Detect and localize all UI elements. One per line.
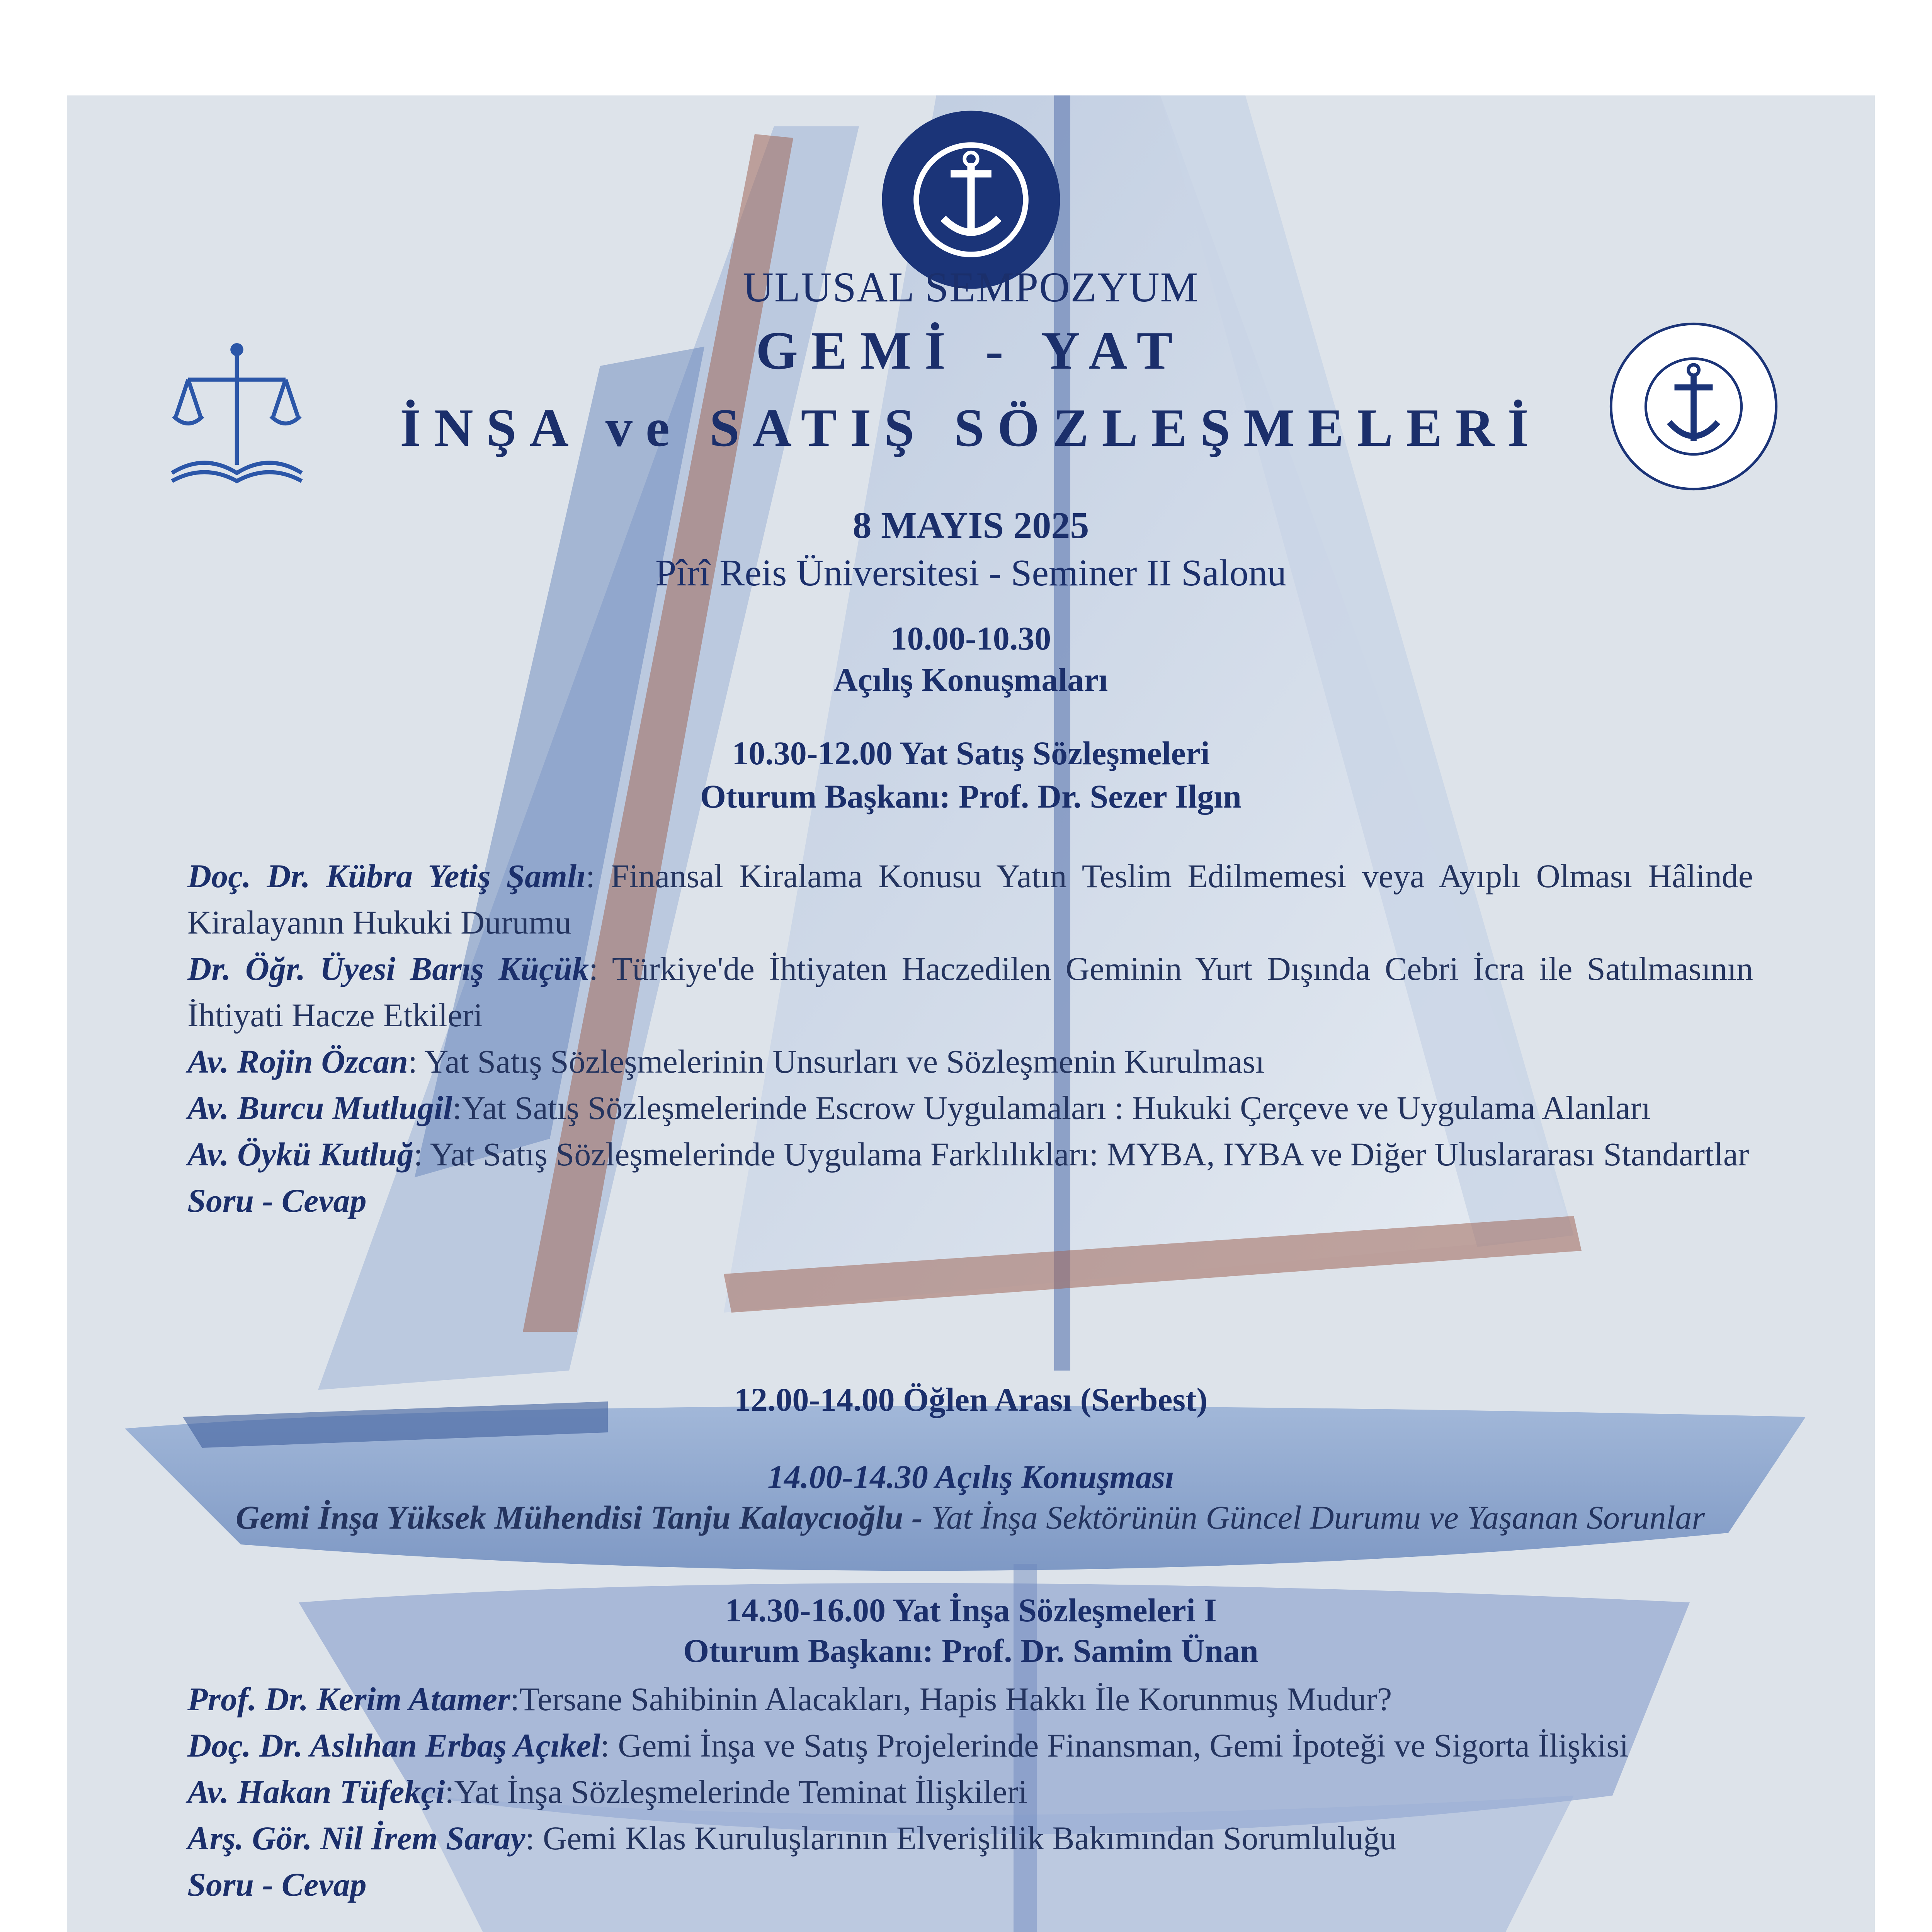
- list-item: Av. Burcu Mutlugil:Yat Satış Sözleşmelerinde Escrow Uygulamaları : Hukuki Çerçeve ve Uygulama Alanları: [187, 1089, 1651, 1126]
- talk-topic: Gemi İnşa ve Satış Projelerinde Finansman, Gemi İpoteği ve Sigorta İlişkisi: [618, 1727, 1629, 1764]
- speaker-name: Av. Öykü Kutluğ: [187, 1136, 414, 1173]
- talk-topic: Yat Satış Sözleşmelerinde Uygulama Farklılıkları: MYBA, IYBA ve Diğer Uluslararası Standartlar: [430, 1136, 1749, 1173]
- list-item: Arş. Gör. Nil İrem Saray: Gemi Klas Kuruluşlarının Elverişlilik Bakımından Sorumluluğu: [187, 1820, 1397, 1857]
- question-answer-label: Soru - Cevap: [187, 1866, 367, 1903]
- speaker-name: Prof. Dr. Kerim Atamer: [187, 1680, 510, 1718]
- opening-time: 10.00-10.30: [890, 620, 1051, 657]
- talk-topic: Gemi Klas Kuruluşlarının Elverişlilik Bakımından Sorumluluğu: [543, 1820, 1397, 1857]
- list-item: Av. Öykü Kutluğ: Yat Satış Sözleşmelerinde Uygulama Farklılıkları: MYBA, IYBA ve Diğer Uluslararası Standartlar: [187, 1136, 1749, 1173]
- list-item: Prof. Dr. Kerim Atamer:Tersane Sahibinin Alacakları, Hapis Hakkı İle Korunmuş Mudur?: [187, 1680, 1392, 1718]
- event-venue: Pîrî Reis Üniversitesi - Seminer II Salonu: [655, 552, 1287, 594]
- speaker-name: Doç. Dr. Aslıhan Erbaş Açıkel: [187, 1727, 600, 1764]
- speaker-name: Av. Burcu Mutlugil: [187, 1089, 452, 1126]
- speaker-name: Dr. Öğr. Üyesi Barış Küçük: [187, 950, 589, 987]
- event-date: 8 MAYIS 2025: [852, 505, 1089, 546]
- list-item: Av. Rojin Özcan: Yat Satış Sözleşmelerinin Unsurları ve Sözleşmenin Kurulması: [187, 1043, 1265, 1080]
- talk-topic: Türkiye'de İhtiyaten Haczedilen Geminin Yurt Dışında Cebri İcra ile Satılmasının İhtiyati Hacze Etkileri: [187, 950, 1753, 1034]
- keynote-line: [187, 1496, 1753, 1539]
- symposium-subtitle: ULUSAL SEMPOZYUM: [743, 264, 1199, 311]
- list-item: Doç. Dr. Aslıhan Erbaş Açıkel: Gemi İnşa ve Satış Projelerinde Finansman, Gemi İpoteği ve Sigorta İlişkisi: [187, 1727, 1629, 1764]
- session1-title: 10.30-12.00 Yat Satış Sözleşmeleri: [732, 735, 1210, 772]
- talk-topic: Tersane Sahibinin Alacakları, Hapis Hakkı İle Korunmuş Mudur?: [519, 1680, 1392, 1718]
- opening-title: Açılış Konuşmaları: [833, 661, 1108, 698]
- list-item: Doç. Dr. Kübra Yetiş Şamlı: Finansal Kiralama Konusu Yatın Teslim Edilmemesi veya Ayıplı Olması Hâlinde Kiralayanın Hukuki Durumu: [187, 857, 1753, 941]
- talk-topic: Yat İnşa Sözleşmelerinde Teminat İlişkileri: [454, 1773, 1027, 1810]
- question-answer-label: Soru - Cevap: [187, 1182, 367, 1219]
- speaker-name: Av. Hakan Tüfekçi: [187, 1773, 445, 1810]
- keynote-speaker: Gemi İnşa Yüksek Mühendisi Tanju Kalaycıoğlu -: [236, 1499, 923, 1536]
- speaker-name: Av. Rojin Özcan: [187, 1043, 408, 1080]
- list-item: Av. Hakan Tüfekçi:Yat İnşa Sözleşmelerinde Teminat İlişkileri: [187, 1773, 1027, 1810]
- talk-topic: Finansal Kiralama Konusu Yatın Teslim Edilmemesi veya Ayıplı Olması Hâlinde Kiralayanın Hukuki Durumu: [187, 857, 1753, 941]
- list-item: Dr. Öğr. Üyesi Barış Küçük: Türkiye'de İhtiyaten Haczedilen Geminin Yurt Dışında Cebri İcra ile Satılmasının İhtiyati Hacze Etkileri: [187, 950, 1753, 1034]
- speaker-name: Doç. Dr. Kübra Yetiş Şamlı: [187, 857, 586, 895]
- keynote-title: 14.00-14.30 Açılış Konuşması: [767, 1458, 1174, 1495]
- talk-topic: Yat Satış Sözleşmelerinin Unsurları ve Sözleşmenin Kurulması: [424, 1043, 1265, 1080]
- session1-talk-list: [187, 853, 1753, 1224]
- speaker-name: Arş. Gör. Nil İrem Saray: [187, 1820, 526, 1857]
- session2-title: 14.30-16.00 Yat İnşa Sözleşmeleri I: [725, 1592, 1217, 1629]
- keynote-topic: Yat İnşa Sektörünün Güncel Durumu ve Yaşanan Sorunlar: [931, 1499, 1705, 1536]
- session2-chair: Oturum Başkanı: Prof. Dr. Samim Ünan: [683, 1632, 1259, 1669]
- title-line-1: GEMİ - YAT: [756, 321, 1186, 381]
- talk-topic: Yat Satış Sözleşmelerinde Escrow Uygulamaları : Hukuki Çerçeve ve Uygulama Alanları: [461, 1089, 1651, 1126]
- title-line-2: İNŞA ve SATIŞ SÖZLEŞMELERİ: [400, 398, 1542, 458]
- lunch-break: 12.00-14.00 Öğlen Arası (Serbest): [734, 1381, 1208, 1418]
- poster: [67, 95, 1875, 1932]
- session1-chair: Oturum Başkanı: Prof. Dr. Sezer Ilgın: [700, 778, 1242, 815]
- session2-talk-list: [187, 1676, 1753, 1908]
